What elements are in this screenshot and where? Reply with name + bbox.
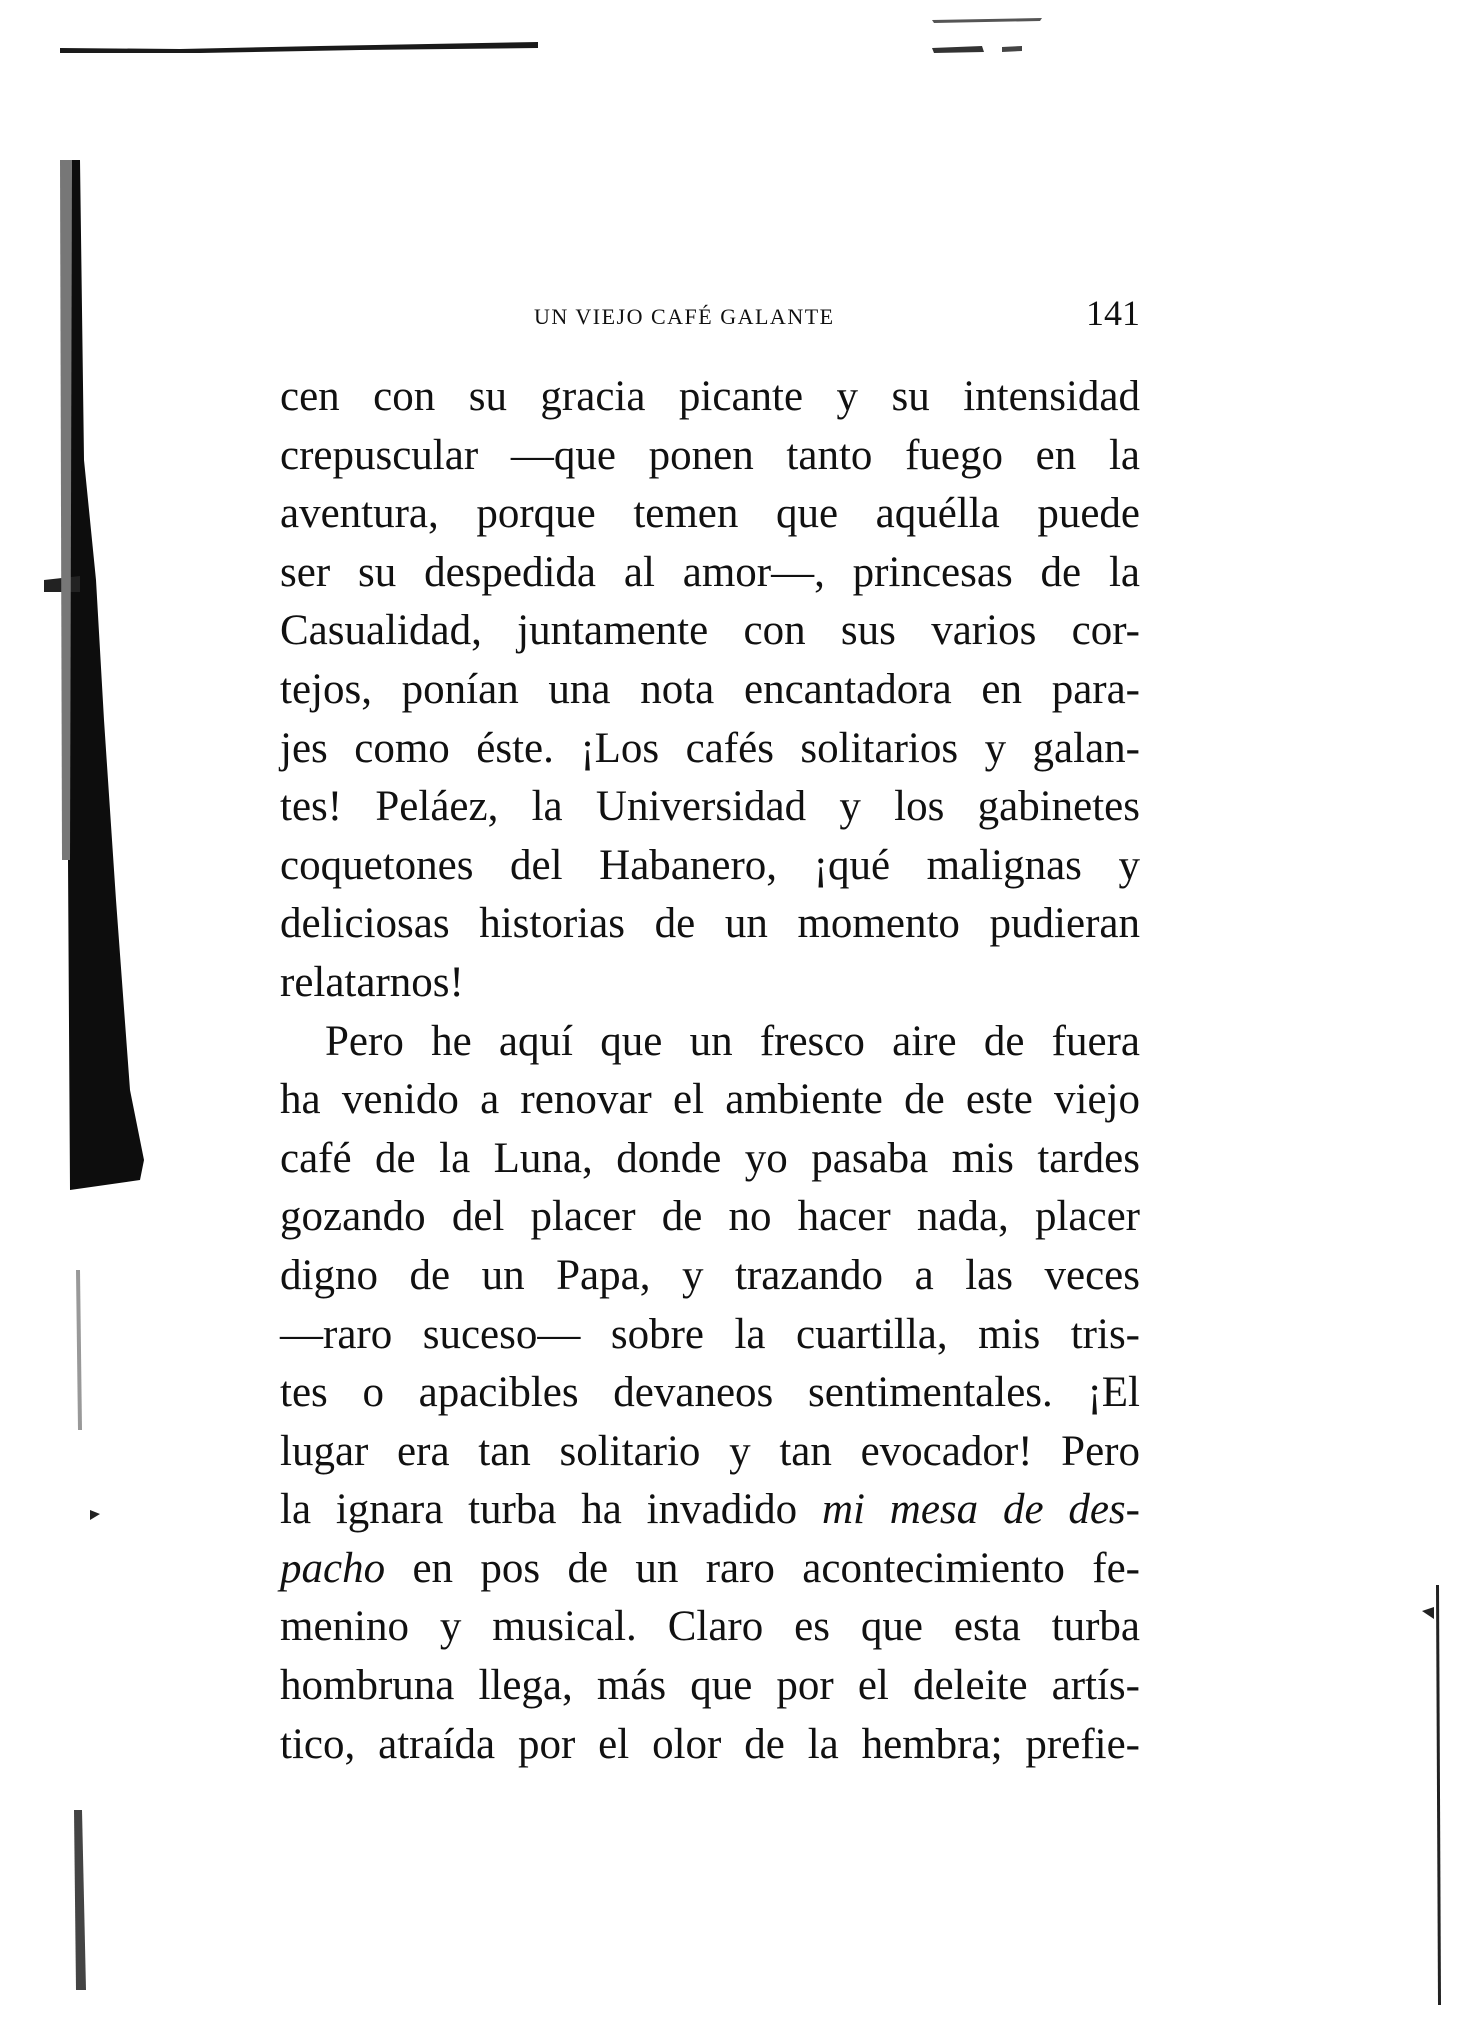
text-line: coquetones del Habanero, ¡qué malignas y [280,841,1140,889]
text-run: en pos de un raro acontecimiento fe- [412,1544,1141,1592]
text-line-mixed [280,1481,1140,1540]
scan-shadow-top [60,40,538,54]
text-run: la ignara turba ha invadido [280,1486,798,1534]
scan-shadow-left [40,160,150,1200]
text-line: tes! Peláez, la Universidad y los gabinetes [280,783,1140,831]
text-line: cen con su gracia picante y su intensidad [280,373,1140,420]
text-line: ser su despedida al amor—, princesas de la [280,548,1140,596]
text-line: tico, atraída por el olor de la hembra; prefie- [280,1720,1140,1768]
paragraph [280,1013,1140,1775]
text-line: jes como éste. ¡Los cafés solitarios y galan- [280,724,1140,772]
text-line-mixed [280,1540,1140,1599]
text-line: aventura, porque temen que aquélla puede [280,490,1140,538]
text-line: deliciosas historias de un momento pudieran [280,900,1140,948]
text-line: hombruna llega, más que por el deleite artís- [280,1662,1140,1710]
text-line: menino y musical. Claro es que esta turba [280,1603,1140,1651]
scan-edge-right [1408,1585,1448,2005]
running-head [280,292,1140,342]
page-number: 141 [1086,293,1140,333]
text-line: Casualidad, juntamente con sus varios cor- [280,607,1140,655]
text-line: tes o apacibles devaneos sentimentales. ¡El [280,1369,1140,1417]
text-line: ha venido a renovar el ambiente de este viejo [280,1076,1140,1124]
scan-speckle-left [60,1270,120,1990]
text-line: tejos, ponían una nota encantadora en para- [280,665,1140,713]
text-line: crepuscular —que ponen tanto fuego en la [280,431,1140,479]
text-line: relatarnos! [280,958,464,1006]
text-line: digno de un Papa, y trazando a las veces [280,1251,1140,1299]
italic-run: mi mesa de des- [821,1486,1140,1534]
scan-shadow-top-right [922,12,1072,72]
text-line: Pero he aquí que un fresco aire de fuera [325,1017,1140,1065]
italic-run: pacho [280,1544,386,1592]
body-text [280,368,1140,1774]
text-line: café de la Luna, donde yo pasaba mis tardes [280,1134,1140,1182]
running-title: UN VIEJO CAFÉ GALANTE [534,304,835,329]
text-line: gozando del placer de no hacer nada, placer [280,1193,1140,1241]
text-line: —raro suceso— sobre la cuartilla, mis tris- [280,1310,1140,1358]
paragraph [280,368,1140,1013]
text-line: lugar era tan solitario y tan evocador! Pero [280,1427,1140,1475]
